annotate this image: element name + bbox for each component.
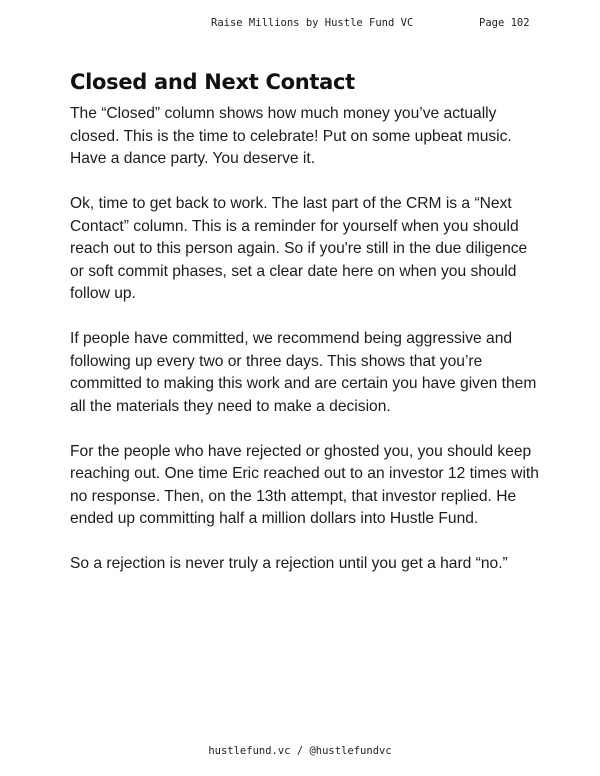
page-number: Page 102 (479, 17, 530, 29)
text-line: closed. This is the time to celebrate! Put on some upbeat music. (70, 127, 512, 145)
paragraph (70, 441, 540, 531)
text-line: follow up. (70, 285, 136, 302)
text-line: all the materials they need to make a decision. (70, 397, 391, 415)
text-line: following up every two or three days. This shows that you’re (70, 352, 483, 370)
body-text (70, 103, 540, 598)
paragraph (70, 193, 540, 306)
text-line: reach out to this person again. So if you're still in the due diligence (70, 240, 528, 257)
text-line: For the people who have rejected or ghosted you, you should keep (70, 442, 532, 460)
text-line: no response. Then, on the 13th attempt, that investor replied. He (70, 487, 517, 505)
running-header-title: Raise Millions by Hustle Fund VC (211, 17, 414, 29)
footer: hustlefund.vc / @hustlefundvc (208, 745, 392, 757)
paragraph (70, 103, 540, 171)
text-line: ended up committing half a million dollars into Hustle Fund. (70, 510, 479, 527)
text-line: Have a dance party. You deserve it. (70, 150, 316, 167)
text-line: reaching out. One time Eric reached out to an investor 12 times with (70, 465, 539, 482)
text-line: Contact” column. This is a reminder for yourself when you should (70, 217, 519, 235)
text-line: The “Closed” column shows how much money you’ve actually (70, 105, 497, 122)
text-line: Ok, time to get back to work. The last part of the CRM is a “Next (70, 195, 512, 212)
text-line: committed to making this work and are certain you have given them (70, 375, 537, 392)
text-line: If people have committed, we recommend being aggressive and (70, 330, 513, 347)
section-heading: Closed and Next Contact (70, 70, 355, 94)
paragraph (70, 328, 540, 418)
paragraph (70, 553, 540, 576)
text-line: So a rejection is never truly a rejection until you get a hard “no.” (70, 555, 508, 572)
text-line: or soft commit phases, set a clear date here on when you should (70, 262, 517, 280)
